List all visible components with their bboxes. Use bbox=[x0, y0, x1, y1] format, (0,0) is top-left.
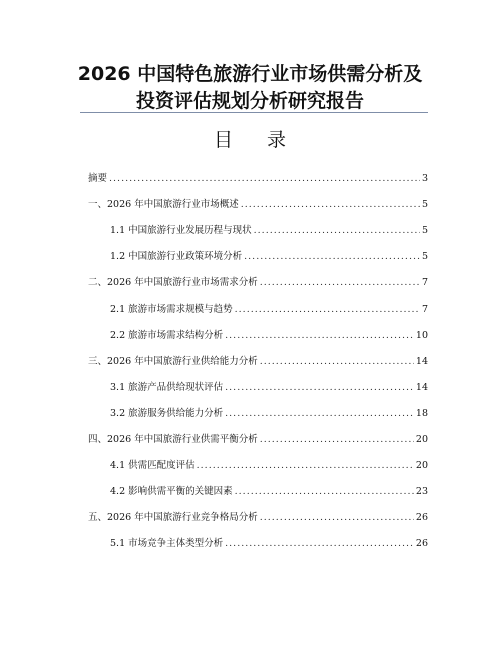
toc-entry[interactable] bbox=[88, 198, 428, 212]
toc-dot-leader bbox=[225, 381, 414, 395]
toc-entry[interactable] bbox=[110, 485, 428, 499]
report-title-line-1: 2026 中国特色旅游行业市场供需分析及 bbox=[77, 63, 423, 85]
toc-entry-page-number: 5 bbox=[421, 199, 428, 211]
toc-dot-leader bbox=[244, 250, 420, 264]
toc-entry[interactable] bbox=[110, 381, 428, 395]
toc-entry-label: 一、2026 年中国旅游行业市场概述 bbox=[88, 199, 239, 211]
toc-dot-leader bbox=[235, 303, 420, 317]
toc-entry-label: 5.1 市场竞争主体类型分析 bbox=[110, 538, 224, 550]
toc-entry-label: 4.2 影响供需平衡的关键因素 bbox=[110, 486, 233, 498]
toc-dot-leader bbox=[260, 355, 414, 369]
toc-entry-label: 二、2026 年中国旅游行业市场需求分析 bbox=[88, 277, 258, 289]
toc-entry-page-number: 10 bbox=[415, 329, 428, 341]
toc-entry-page-number: 23 bbox=[415, 486, 428, 498]
toc-entry[interactable] bbox=[88, 511, 428, 525]
toc-dot-leader bbox=[109, 172, 420, 186]
toc-dot-leader bbox=[235, 485, 414, 499]
toc-entry-label: 3.2 旅游服务供给能力分析 bbox=[110, 407, 224, 419]
toc-entry-label: 3.1 旅游产品供给现状评估 bbox=[110, 381, 224, 393]
toc-entry[interactable] bbox=[88, 355, 428, 369]
toc-dot-leader bbox=[225, 329, 414, 343]
toc-entry-page-number: 7 bbox=[421, 277, 428, 289]
toc-entry-label: 五、2026 年中国旅游行业竞争格局分析 bbox=[88, 512, 258, 524]
toc-entry-label: 1.1 中国旅游行业发展历程与现状 bbox=[110, 225, 252, 237]
toc-dot-leader bbox=[197, 459, 414, 473]
toc-dot-leader bbox=[241, 198, 420, 212]
toc-entry-page-number: 3 bbox=[421, 173, 428, 184]
toc-entry-page-number: 26 bbox=[415, 538, 428, 550]
toc-dot-leader bbox=[260, 433, 414, 447]
toc-entry-label: 2.2 旅游市场需求结构分析 bbox=[110, 329, 224, 341]
toc-entry[interactable] bbox=[110, 407, 428, 421]
toc-entry-page-number: 20 bbox=[415, 460, 428, 472]
toc-entry-page-number: 18 bbox=[415, 407, 428, 419]
toc-dot-leader bbox=[254, 224, 420, 238]
toc-entry-page-number: 20 bbox=[415, 434, 428, 445]
toc-entry-page-number: 14 bbox=[415, 381, 428, 393]
toc-entry[interactable] bbox=[88, 276, 428, 290]
toc-dot-leader bbox=[225, 537, 414, 551]
toc-entry[interactable] bbox=[110, 459, 428, 473]
toc-entry[interactable] bbox=[88, 433, 428, 447]
toc-dot-leader bbox=[225, 407, 414, 421]
toc-dot-leader bbox=[260, 511, 414, 525]
toc-entry-page-number: 5 bbox=[421, 225, 428, 237]
toc-entry-page-number: 26 bbox=[415, 512, 428, 524]
toc-entry-label: 4.1 供需匹配度评估 bbox=[110, 460, 195, 472]
toc-entry[interactable] bbox=[110, 303, 428, 317]
toc-entry-page-number: 14 bbox=[415, 355, 428, 367]
toc-heading: 目 录 bbox=[213, 129, 301, 151]
toc-entry-label: 2.1 旅游市场需求规模与趋势 bbox=[110, 303, 233, 315]
toc-entry-page-number: 7 bbox=[421, 303, 428, 315]
report-title-line-2: 投资评估规划分析研究报告 bbox=[135, 90, 364, 112]
toc-dot-leader bbox=[260, 276, 420, 290]
toc-entry[interactable] bbox=[110, 250, 428, 264]
toc-entry[interactable] bbox=[110, 224, 428, 238]
toc-entry-label: 三、2026 年中国旅游行业供给能力分析 bbox=[88, 355, 258, 367]
toc-entry-page-number: 5 bbox=[421, 251, 428, 263]
toc-entry-label: 四、2026 年中国旅游行业供需平衡分析 bbox=[88, 434, 258, 445]
toc-entry-label: 摘要 bbox=[88, 173, 108, 184]
title-divider bbox=[80, 112, 428, 113]
toc-entry[interactable] bbox=[110, 329, 428, 343]
toc-entry[interactable] bbox=[88, 172, 428, 186]
toc-entry-label: 1.2 中国旅游行业政策环境分析 bbox=[110, 251, 243, 263]
toc-entry[interactable] bbox=[110, 537, 428, 551]
